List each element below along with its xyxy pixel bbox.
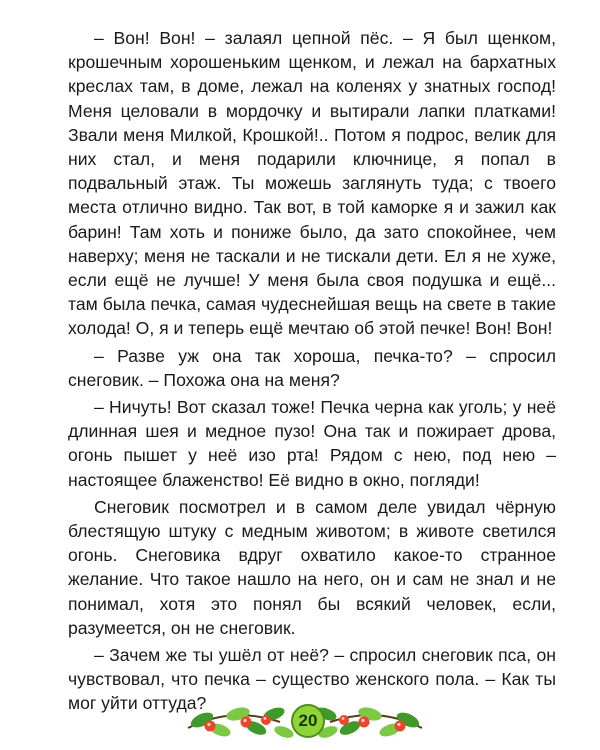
paragraph-dog-answer: – Ничуть! Вот сказал тоже! Печка черна как уголь; у неё длинная шея и медное пузо! Она так и пожирает дрова, огонь пышет у неё изо рта! Рядом с нею, под нею – настоящее блаженство! Её видно в окно, погляди! [68, 397, 556, 490]
berry-icon [205, 721, 216, 732]
paragraph-dog-speech: – Вон! Вон! – залаял цепной пёс. – Я был щенком, крошечным хорошеньким щенком, и лежал на бархатных креслах там, в доме, лежал на коленях у знатных господ! Меня целовали в мордочку и вытирали лапки платками! Звали меня Милкой, Крошкой!.. Потом я подрос, велик для них стал, и меня подарили ключнице, я попал в подвальный этаж. Ты можешь заглянуть туда; с твоего места отлично видно. Так вот, в той каморке я и зажил как барин! Там хоть и пониже было, да зато спокойнее, чем наверху; меня не таскали и не тискали дети. Ел я не хуже, если ещё не лучше! У меня была своя подушка и ещё... там была печка, самая чудеснейшая вещь на свете в такие холода! О, я и теперь ещё мечтаю об этой печке! Вон! Вон! [68, 28, 556, 339]
paragraph-narration: Снеговик посмотрел и в самом деле увидал чёрную блестящую штуку с медным животом; в животе светился огонь. Снеговика вдруг охватило какое-то странное желание. Что такое нашло на него, он и сам не знал и не понимал, хотя это понял бы всякий человек, если, разумеется, он не снеговик. [68, 496, 556, 638]
berry-icon [241, 717, 252, 728]
berry-icon [359, 717, 370, 728]
berry-icon [339, 715, 349, 725]
page-number-badge: 20 [291, 704, 325, 738]
story-text [68, 26, 556, 716]
berry-icon [395, 721, 406, 732]
paragraph-snowman-question: – Разве уж она так хороша, печка-то? – спросил снеговик. – Похожа она на меня? [68, 345, 556, 390]
paragraph-snowman-question-2: – Зачем же ты ушёл от неё? – спросил снеговик пса, он чувствовал, что печка – существо женского пола. – Как ты мог уйти оттуда? [68, 645, 556, 714]
berry-icon [261, 715, 271, 725]
